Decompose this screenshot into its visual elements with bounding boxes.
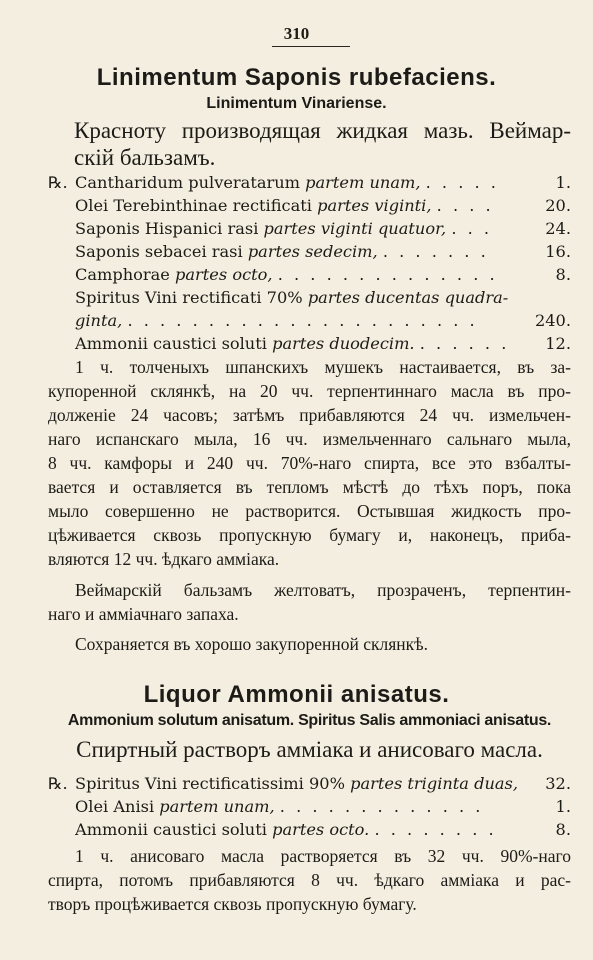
russian-title-line: Красноту производящая жидкая мазь. Веймар- (74, 118, 571, 143)
paragraph-line: 8 чч. камфоры и 240 чч. 70%-наго спирта, все это взбалты- (48, 453, 571, 473)
recipe-line (75, 797, 571, 816)
leader-dots: . . . . . . . . . . . . . . . . . . . . . . (127, 311, 478, 330)
ingredient-name: Olei Anisi (75, 797, 155, 816)
recipe-line (75, 196, 571, 215)
ingredient-name: Saponis sebacei rasi (75, 242, 243, 261)
paragraph-line: Веймарскій бальзамъ желтоватъ, прозраченъ, терпентин- (75, 580, 571, 600)
paragraph-line: 1 ч. толченыхъ шпанскихъ мушекъ настаивается, въ за- (75, 357, 571, 377)
ingredient-name: Spiritus Vini rectificatissimi 90% (75, 774, 345, 793)
header-rule (272, 46, 350, 47)
ingredient-quantity: 240. (534, 311, 571, 330)
ingredient-amount: partem unam, (159, 797, 275, 816)
ingredient-name: Camphorae (75, 265, 170, 284)
russian-title-line: Спиртный растворъ аммiака и анисоваго масла. (76, 737, 543, 762)
recipe-line (75, 820, 571, 839)
russian-title-line: скій бальзамъ. (74, 145, 216, 170)
paragraph-line: 1 ч. анисоваго масла растворяется въ 32 чч. 90%-наго (75, 846, 571, 866)
ingredient-amount: partes octo, (175, 265, 273, 284)
ingredient-amount: partes ducentas quadra- (307, 288, 509, 307)
recipe-line (75, 334, 571, 353)
recipe-line (48, 173, 571, 192)
ingredient-quantity: 16. (545, 242, 571, 261)
leader-dots: . . . . . (425, 173, 499, 192)
paragraph-line: цѣживается сквозь пропускную бумагу и, наконецъ, приба- (48, 525, 571, 545)
ingredient-quantity: 24. (545, 219, 571, 238)
recipe-line (75, 288, 571, 307)
paragraph-line: наго и аммiачнаго запаха. (48, 604, 239, 624)
section-synonym: Ammonium solutum anisatum. Spiritus Salis ammoniaci anisatus. (67, 712, 552, 729)
paragraph-line: Сохраняется въ хорошо закупоренной склянкѣ. (75, 634, 429, 654)
recipe-line (75, 311, 571, 330)
ingredient-quantity: 8. (555, 820, 571, 839)
ingredient-name: Ammonii caustici soluti (75, 334, 267, 353)
ingredient-name: Cantharidum pulveratarum (75, 173, 300, 192)
ingredient-amount: partes sedecim, (247, 242, 378, 261)
recipe-line (75, 242, 571, 261)
paragraph-line: долженіе 24 часовъ; затѣмъ прибавляются 24 чч. измельчен- (48, 405, 571, 425)
ingredient-name: Olei Terebinthinae rectificati (75, 196, 312, 215)
ingredient-quantity: 20. (545, 196, 571, 215)
ingredient-quantity: 32. (545, 774, 571, 793)
ingredient-amount: partem unam, (305, 173, 421, 192)
paragraph-line: творъ процѣживается сквозь пропускную бумагу. (48, 894, 417, 914)
ingredient-quantity: 1. (555, 797, 571, 816)
ingredient-amount: partes viginti quatuor, (263, 219, 447, 238)
section-synonym: Linimentum Vinariense. (206, 95, 387, 112)
paragraph-line: наго испанскаго мыла, 16 чч. измельченнаго сальнаго мыла, (48, 429, 571, 449)
leader-dots: . . . . . . . (382, 242, 489, 261)
ingredient-amount: partes duodecim. (272, 334, 415, 353)
leader-dots: . . . (451, 219, 493, 238)
ingredient-name: Spiritus Vini rectificati 70% (75, 288, 303, 307)
ingredient-amount: partes octo. (272, 820, 370, 839)
section-title: Liquor Ammonii anisatus. (143, 681, 450, 708)
page-number: 310 (283, 24, 310, 43)
paragraph-line: спирта, потомъ прибавляются 8 чч. ѣдкаго аммiака и рас- (48, 870, 571, 890)
recipe-line (75, 219, 571, 238)
leader-dots: . . . . . . . . . . . . . . (277, 265, 498, 284)
recipe-symbol: ℞. (48, 774, 68, 793)
ingredient-name: Saponis Hispanici rasi (75, 219, 259, 238)
ingredient-amount: partes viginti, (317, 196, 432, 215)
ingredient-amount: ginta, (75, 311, 123, 330)
paragraph-line: мыло совершенно не растворится. Остывшая жидкость про- (48, 501, 571, 521)
leader-dots: . . . . (436, 196, 494, 215)
section-title: Linimentum Saponis rubefaciens. (96, 64, 497, 91)
ingredient-quantity: 1. (555, 173, 571, 192)
leader-dots: . . . . . . . . . . . . . (279, 797, 484, 816)
paragraph-line: купоренной склянкѣ, на 20 чч. терпентиннаго масла въ про- (48, 381, 571, 401)
ingredient-amount: partes triginta duas, (350, 774, 518, 793)
paragraph-line: вляются 12 чч. ѣдкаго аммiака. (48, 549, 280, 569)
leader-dots: . . . . . . . . (374, 820, 497, 839)
leader-dots: . . . . . . (419, 334, 510, 353)
ingredient-quantity: 8. (555, 265, 571, 284)
ingredient-name: Ammonii caustici soluti (75, 820, 267, 839)
paragraph-line: вается и оставляется въ тепломъ мѣстѣ до тѣхъ поръ, пока (48, 477, 571, 497)
ingredient-quantity: 12. (545, 334, 571, 353)
recipe-symbol: ℞. (48, 173, 68, 192)
recipe-line (48, 774, 571, 793)
recipe-line (75, 265, 571, 284)
